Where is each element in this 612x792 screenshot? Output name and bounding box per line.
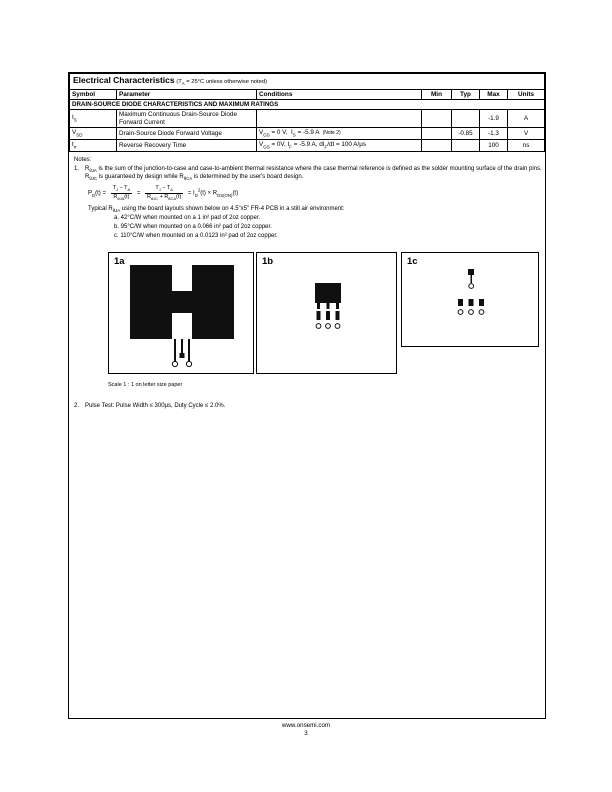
col-header-units: Units [508, 89, 545, 99]
col-header-symbol: Symbol [70, 89, 117, 99]
page-title-note: ($T_A = 25^\circ C$ unless otherwise noted) [176, 79, 268, 87]
cell-conditions: $V_{GS} = 0$ V, $I_S = -5.9$ A (Note 2) [257, 127, 422, 139]
note-2-text: Pulse Test: Pulse Width ≤ 300μs, Duty Cycle ≤ 2.0%. [85, 403, 226, 409]
pcb-land-pattern-1b [297, 281, 359, 337]
cell-min [422, 110, 452, 127]
cell-typ [452, 110, 480, 127]
board-layout-1c-label: 1c [407, 256, 418, 267]
cell-max: -1.9 [480, 110, 508, 127]
table-row [70, 139, 545, 151]
board-layout-box-1c [401, 252, 539, 347]
scale-note: Scale 1 : 1 on letter size paper [108, 382, 183, 388]
cell-conditions: $V_{GS} = 0V$, $I_F = -5.9$ A, $dI_F/dt = 100$ A/μs [257, 139, 422, 151]
col-header-typ: Typ [452, 89, 480, 99]
note-1 [74, 166, 542, 182]
note-1-number: 1. [74, 165, 80, 172]
col-header-conditions: Conditions [257, 89, 422, 99]
cell-symbol: $I_S$ [70, 110, 117, 127]
cell-symbol: $t_{rr}$ [70, 139, 117, 151]
table-title-cell [70, 74, 545, 90]
col-header-min: Min [422, 89, 452, 99]
footer-website-link[interactable]: www.onsemi.com [281, 722, 331, 729]
pcb-land-pattern-1c [446, 269, 496, 327]
section-title: DRAIN-SOURCE DIODE CHARACTERISTICS AND MAXIMUM RATINGS [70, 100, 545, 110]
cell-units: ns [508, 139, 545, 151]
note-2-number: 2. [74, 403, 80, 409]
power-dissipation-formula: $P_D(t)$ = $\frac{T_J - T_A}{R_{\theta JA}(t)}$ = $\frac{T_J - T_A}{R_{\theta JC} + R_{\theta CA}(t)}$ = $I_D^2(t) \times R_{DS(ON)}(t)$ [88, 185, 239, 202]
cell-parameter: Maximum Continuous Drain-Source Diode Forward Current [117, 110, 257, 127]
board-layout-box-1b [256, 252, 397, 374]
cell-max: -1.3 [480, 127, 508, 139]
cell-max: 100 [480, 139, 508, 151]
cell-units: V [508, 127, 545, 139]
table-header-row [70, 89, 545, 99]
thermal-item-b: b. 95°C/W when mounted on a 0.066 in² pad of 2oz copper. [114, 224, 272, 231]
notes-label: Notes: [74, 157, 92, 163]
cell-parameter: Reverse Recovery Time [117, 139, 257, 151]
cell-symbol: $V_{SD}$ [70, 127, 117, 139]
table-row [70, 110, 545, 127]
notes-block [74, 157, 542, 241]
col-header-parameter: Parameter [117, 89, 257, 99]
board-layout-1b-label: 1b [262, 256, 274, 267]
board-layout-box-1a [108, 252, 254, 374]
note-2 [74, 403, 542, 409]
table-row [70, 127, 545, 139]
page-number: 3 [304, 730, 308, 737]
board-layout-1a-label: 1a [114, 256, 125, 267]
cell-parameter: Drain-Source Diode Forward Voltage [117, 127, 257, 139]
table-section-row [70, 100, 545, 110]
cell-units: A [508, 110, 545, 127]
cell-conditions [257, 110, 422, 127]
thermal-items-list [114, 215, 542, 240]
thermal-item-c: c. 110°C/W when mounted on a 0.0123 in² pad of 2oz copper. [114, 233, 278, 240]
cell-min [422, 127, 452, 139]
cell-min [422, 139, 452, 151]
typical-rtheta-text: Typical $R_{\theta JA}$ using the board layouts shown below on 4.5"x5" FR-4 PCB in a still air environment: [88, 205, 345, 213]
electrical-characteristics-table [69, 73, 545, 152]
col-header-max: Max [480, 89, 508, 99]
cell-typ [452, 139, 480, 151]
content-frame [68, 72, 546, 719]
page-title: Electrical Characteristics [73, 75, 175, 85]
thermal-item-a: a. 42°C/W when mounted on a 1 in² pad of 2oz copper. [114, 215, 261, 222]
pcb-land-pattern-1a [122, 265, 242, 369]
cell-typ: -0.85 [452, 127, 480, 139]
table-title-row [70, 74, 545, 90]
note-1-text: $R_{\theta JA}$ is the sum of the junction-to-case and case-to-ambient thermal resistance where the case thermal reference is defined as the solder mounting surface of the drain pins. $R_{\theta JC}$ is guaranteed by design while $R_{\theta CA}$ is determined by the user's board design. [85, 165, 542, 181]
